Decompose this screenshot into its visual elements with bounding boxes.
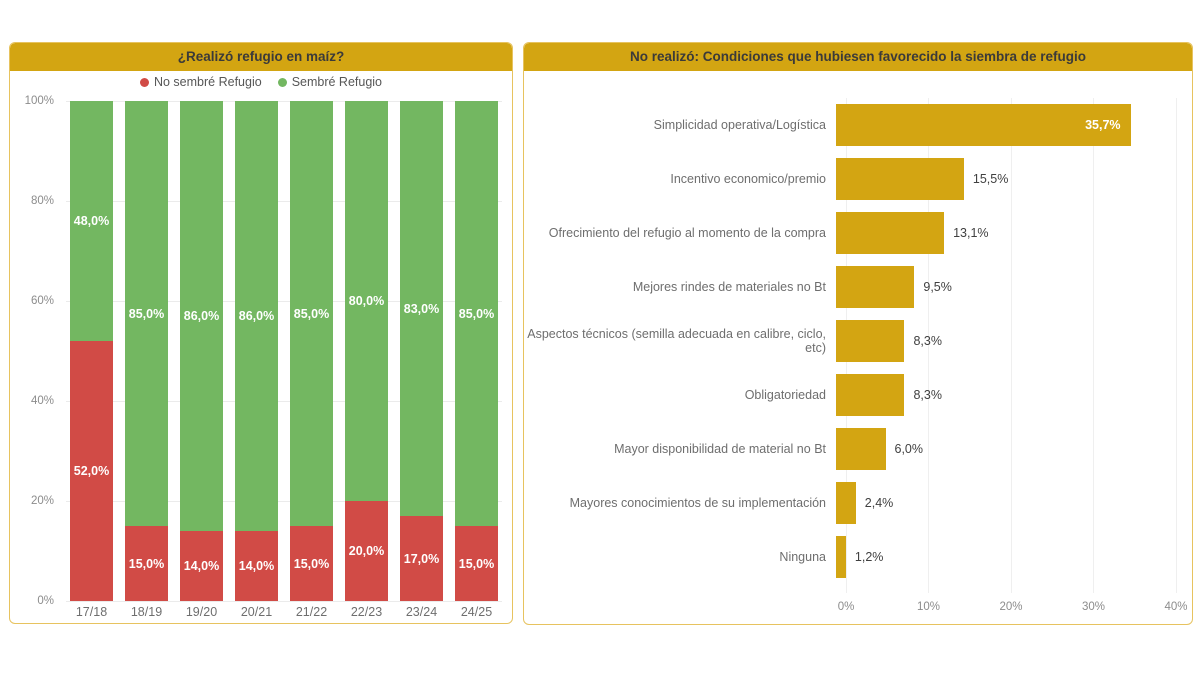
legend-item-label: No sembré Refugio [153,75,262,89]
bar-track [836,536,1166,578]
legend-green-dot-icon [278,78,287,87]
sembre-refugio-bar-segment[interactable] [290,101,333,526]
bar-value-label: 14,0% [183,559,220,573]
legend-red-dot-icon [140,78,149,87]
bar-value-label: 20,0% [348,544,385,558]
category-label: Obligatoriedad [744,387,826,402]
bar-value-label: 9,5% [923,280,952,294]
bar-track [836,482,1166,524]
sembre-refugio-bar-segment[interactable] [125,101,168,526]
category-label: Mayores conocimientos de su implementación [569,495,826,510]
condition-bar[interactable] [836,212,944,254]
left-chart-x-axis [66,605,502,619]
bar-value-label: 8,3% [913,388,942,402]
x-axis-tick-label: 10% [916,601,941,613]
bar-row [524,368,1192,422]
x-axis-tick-label: 22/23 [350,605,383,619]
bar-value-label: 2,4% [864,496,894,510]
bar-row [524,152,1192,206]
stacked-bar-column [345,101,388,601]
sembre-refugio-bar-segment[interactable] [70,101,113,341]
legend-item-green[interactable] [278,75,382,89]
bar-value-label: 80,0% [348,294,385,308]
category-label: Incentivo economico/premio [670,171,826,186]
bar-value-label: 48,0% [73,214,110,228]
x-axis-tick-label: 21/22 [295,605,328,619]
sembre-refugio-bar-segment[interactable] [180,101,223,531]
no-sembre-refugio-bar-segment[interactable] [180,531,223,601]
sembre-refugio-bar-segment[interactable] [455,101,498,526]
no-sembre-refugio-bar-segment[interactable] [125,526,168,601]
x-axis-tick-label: 40% [1164,601,1188,613]
bar-value-label: 85,0% [458,306,495,321]
left-chart-plot [66,101,502,601]
legend-item-red[interactable] [140,75,262,89]
sembre-refugio-bar-segment[interactable] [400,101,443,516]
bar-value-label: 86,0% [183,309,220,323]
bar-value-label: 86,0% [238,309,275,323]
right-chart-title: No realizó: Condiciones que hubiesen favorecido la siembra de refugio [524,43,1192,71]
y-axis-tick-label: 100% [24,95,54,107]
left-chart-y-axis [10,95,58,607]
x-axis-tick-label: 19/20 [185,605,218,619]
bar-track [836,266,1166,308]
bar-value-label: 13,1% [953,226,989,240]
left-chart-title: ¿Realizó refugio en maíz? [10,43,512,71]
bar-row [524,260,1192,314]
x-axis-tick-label: 17/18 [75,605,108,619]
stacked-bar-column [125,101,168,601]
bar-row [524,98,1192,152]
bar-value-label: 85,0% [293,306,330,321]
category-label: Simplicidad operativa/Logística [653,117,826,132]
y-axis-tick-label: 20% [30,495,54,507]
sembre-refugio-bar-segment[interactable] [235,101,278,531]
horizontal-bar-chart-card [523,42,1193,625]
x-axis-tick-label: 24/25 [460,605,493,619]
bar-row [524,422,1192,476]
bar-value-label: 1,2% [854,550,884,564]
condition-bar[interactable] [836,320,904,362]
y-axis-tick-label: 40% [30,395,54,407]
no-sembre-refugio-bar-segment[interactable] [400,516,443,601]
bar-value-label: 52,0% [73,464,110,478]
stacked-bar-column [180,101,223,601]
left-chart-legend [10,75,512,89]
bar-track [836,212,1166,254]
x-axis-tick-label: 20/21 [240,605,273,619]
stacked-bar-column [70,101,113,601]
stacked-bar-column [400,101,443,601]
left-chart-bars [66,101,502,601]
bar-row [524,206,1192,260]
bar-row [524,530,1192,584]
no-sembre-refugio-bar-segment[interactable] [345,501,388,601]
bar-track [836,104,1166,146]
bar-value-label: 35,7% [1085,118,1121,132]
bar-value-label: 17,0% [403,551,440,566]
bar-track [836,158,1166,200]
y-axis-tick-label: 60% [30,295,54,307]
no-sembre-refugio-bar-segment[interactable] [455,526,498,601]
bar-value-label: 14,0% [238,559,275,573]
condition-bar[interactable] [836,428,886,470]
x-axis-tick-label: 30% [1081,601,1106,613]
condition-bar[interactable] [836,266,914,308]
condition-bar[interactable] [836,536,846,578]
bar-track [836,428,1166,470]
bar-track [836,320,1166,362]
bar-value-label: 15,0% [128,556,165,571]
condition-bar[interactable] [836,374,904,416]
x-axis-tick-label: 18/19 [130,605,163,619]
stacked-bar-column [290,101,333,601]
stacked-bar-column [455,101,498,601]
category-label: Mayor disponibilidad de material no Bt [614,441,826,456]
x-axis-tick-label: 23/24 [405,605,438,619]
bar-value-label: 15,0% [293,556,330,571]
right-chart-x-axis [837,601,1188,617]
bar-value-label: 8,3% [913,334,942,348]
right-chart-rows [524,71,1192,584]
y-axis-tick-label: 0% [37,595,54,607]
condition-bar[interactable] [836,482,856,524]
no-sembre-refugio-bar-segment[interactable] [235,531,278,601]
category-label: Mejores rindes de materiales no Bt [632,279,826,294]
no-sembre-refugio-bar-segment[interactable] [70,341,113,601]
stacked-bar-column [235,101,278,601]
bar-value-label: 15,5% [972,172,1009,186]
bar-track [836,374,1166,416]
y-axis-tick-label: 80% [30,195,54,207]
bar-value-label: 83,0% [403,301,440,316]
legend-item-label: Sembré Refugio [291,75,383,89]
x-axis-tick-label: 20% [999,601,1023,613]
stacked-bar-chart-card [9,42,513,624]
category-label: Aspectos técnicos (semilla adecuada en calibre, ciclo, etc) [527,326,826,355]
bar-row [524,476,1192,530]
condition-bar[interactable] [836,158,964,200]
sembre-refugio-bar-segment[interactable] [345,101,388,501]
no-sembre-refugio-bar-segment[interactable] [290,526,333,601]
bar-value-label: 85,0% [128,306,165,321]
category-label: Ofrecimiento del refugio al momento de la compra [548,225,826,240]
bar-row [524,314,1192,368]
x-axis-tick-label: 0% [837,601,855,613]
bar-value-label: 15,0% [458,556,495,571]
bar-value-label: 6,0% [894,442,923,456]
category-label: Ninguna [779,549,826,564]
